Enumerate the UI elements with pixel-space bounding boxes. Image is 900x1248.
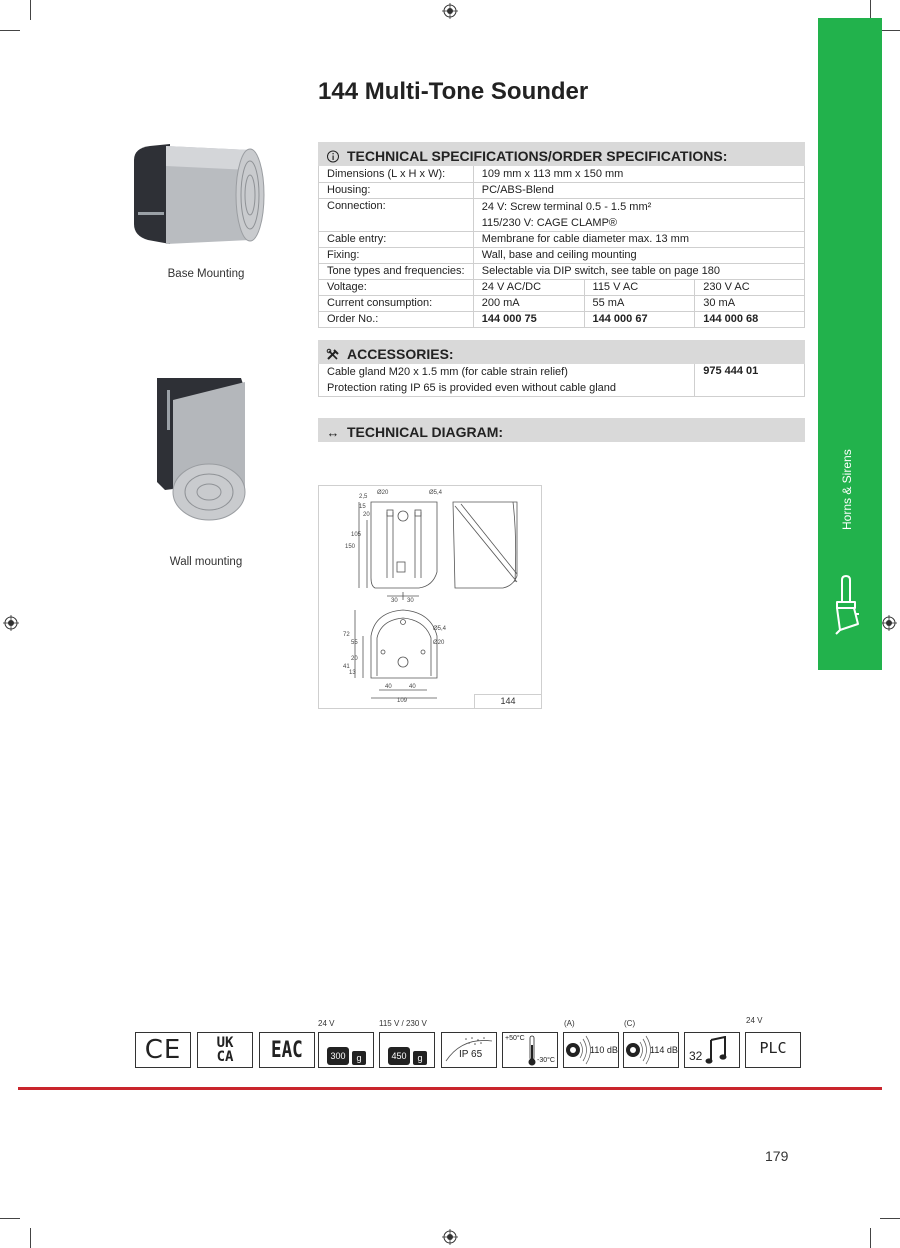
dimension-label: 40 [385,684,392,690]
page-number: 179 [765,1148,789,1164]
tones-icon: 32 [684,1032,740,1068]
order-number: 144 000 67 [584,311,695,327]
crop-mark [30,0,31,20]
table-row: Fixing: Wall, base and ceiling mounting [319,247,805,263]
dimension-label: 55 [351,640,358,646]
dimension-label: 41 [343,664,350,670]
tools-icon [326,348,340,361]
table-row: Dimensions (L x H x W): 109 mm x 113 mm x 150 mm [319,166,805,182]
dimension-label: 13 [349,670,356,676]
arrows-icon: ↔ [326,424,340,440]
dimension-label: 30 [391,598,398,604]
weight-icon: 300 g [318,1032,374,1068]
order-number: 144 000 68 [695,311,805,327]
eac-mark-icon: EAC [259,1032,315,1068]
registration-mark-icon [881,615,897,631]
crop-mark [870,0,871,20]
ip-rating-icon: IP 65 [441,1032,497,1068]
technical-diagram [318,485,542,709]
table-row: Cable gland M20 x 1.5 mm (for cable strain relief) Protection rating IP 65 is provided even without cable gland 975 444 01 [319,364,805,397]
dimension-label: 15 [359,504,366,510]
weight-label: 24 V [318,1019,335,1028]
crop-mark [0,1218,20,1219]
technical-drawing [319,486,541,708]
sound-level-icon: 110 dB [563,1032,619,1068]
dimension-label: 72 [343,632,350,638]
category-side-tab [818,18,882,670]
sound-level-icon: 114 dB [623,1032,679,1068]
dimension-label: 105 [351,532,362,538]
table-row: Tone types and frequencies: Selectable via DIP switch, see table on page 180 [319,263,805,279]
diagram-code: 144 [474,694,542,709]
sound-level-label: (C) [624,1019,636,1028]
crop-mark [880,30,900,31]
crop-mark [30,1228,31,1248]
table-row: Order No.: 144 000 75 144 000 67 144 000 68 [319,311,805,327]
tech-specs-table [318,166,805,328]
plc-icon: PLC [745,1032,801,1068]
category-label: Horns & Sirens [840,449,854,530]
dimension-label: 150 [345,544,356,550]
dimension-label: 30 [407,598,414,604]
crop-mark [870,1228,871,1248]
base-mounting-photo [130,140,280,250]
ukca-mark-icon: UK CA [197,1032,253,1068]
table-row: Housing: PC/ABS-Blend [319,182,805,198]
dimension-label: Ø20 [377,490,389,496]
plc-voltage-label: 24 V [746,1016,763,1025]
registration-mark-icon [442,1229,458,1245]
table-row: Current consumption: 200 mA 55 mA 30 mA [319,295,805,311]
ce-mark-icon: CE [135,1032,191,1068]
crop-mark [0,30,20,31]
registration-mark-icon [442,3,458,19]
dimension-label: 109 [397,698,408,704]
registration-mark-icon [3,615,19,631]
horn-icon [828,574,860,636]
table-row: Connection: 24 V: Screw terminal 0.5 - 1.5 mm² 115/230 V: CAGE CLAMP® [319,198,805,231]
dimension-label: 2,5 [359,494,368,500]
dimension-label: Ø5,4 [429,490,443,496]
sound-level-label: (A) [564,1019,575,1028]
accessories-table [318,364,805,397]
table-row: Cable entry: Membrane for cable diameter max. 13 mm [319,231,805,247]
footer-rule [18,1087,882,1090]
dimension-label: Ø20 [433,640,445,646]
music-note-icon [705,1036,727,1066]
diagram-heading: ↔ TECHNICAL DIAGRAM: [318,418,805,442]
accessories-heading: ACCESSORIES: [318,340,805,364]
order-number: 144 000 75 [473,311,584,327]
wall-mounting-photo [145,370,260,525]
table-row: Voltage: 24 V AC/DC 115 V AC 230 V AC [319,279,805,295]
temperature-icon: +50°C -30°C [502,1032,558,1068]
weight-label: 115 V / 230 V [379,1019,427,1028]
order-number: 975 444 01 [695,364,805,397]
tech-specs-heading: TECHNICAL SPECIFICATIONS/ORDER SPECIFICATIONS: [318,142,805,166]
dimension-label: 40 [409,684,416,690]
dimension-label: 20 [351,656,358,662]
base-mounting-caption: Base Mounting [167,268,245,280]
dimension-label: 20 [363,512,370,518]
info-icon [326,150,340,163]
page-title: 144 Multi-Tone Sounder [318,78,589,105]
crop-mark [880,1218,900,1219]
dimension-label: Ø5,4 [433,626,447,632]
weight-icon: 450 g [379,1032,435,1068]
wall-mounting-caption: Wall mounting [169,556,243,568]
